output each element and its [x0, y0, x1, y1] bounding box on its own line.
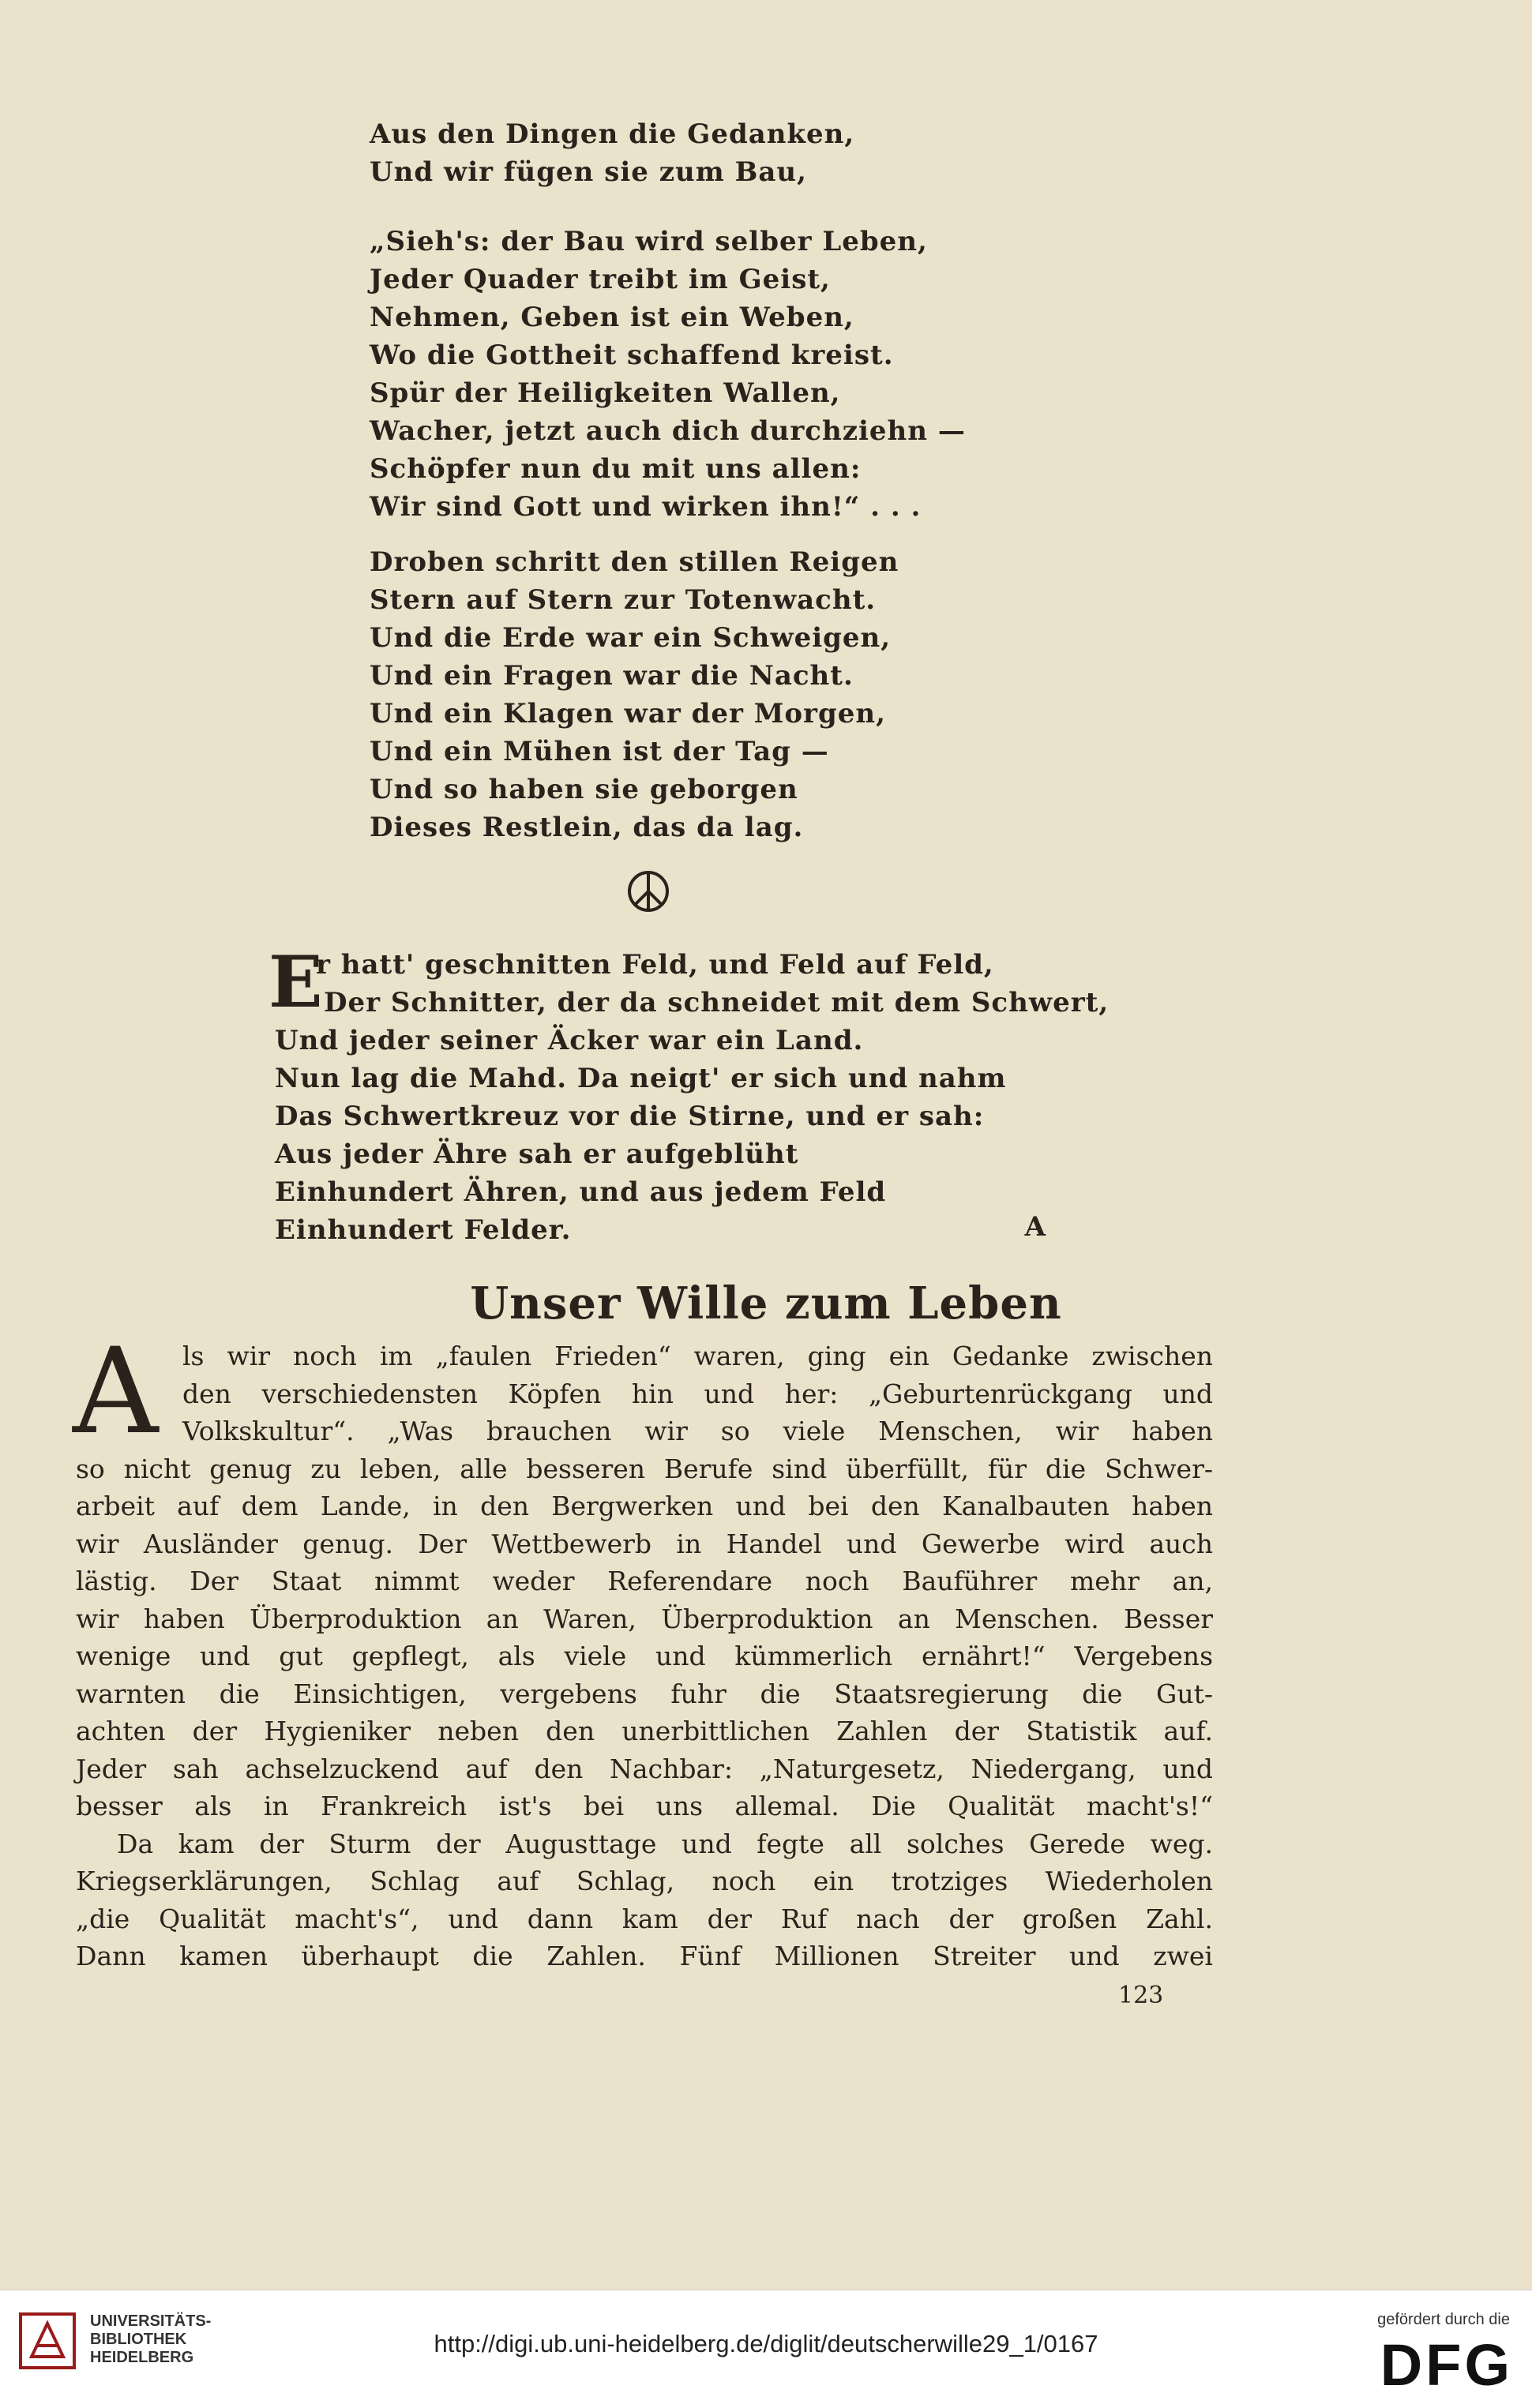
poem-line: Und die Erde war ein Schweigen, — [370, 622, 892, 654]
poem-line: Und so haben sie geborgen — [370, 774, 798, 805]
poem-line: Stern auf Stern zur Totenwacht. — [370, 584, 877, 616]
text-line: Kriegserklärungen, Schlag auf Schlag, noch ein trotziges Wiederholen — [76, 1866, 1213, 1896]
poem-stanza-2 — [370, 223, 970, 526]
text-line: wenige und gut gepflegt, als viele und kümmerlich ernährt!“ Vergebens — [76, 1641, 1213, 1671]
text-line: Volkskultur“. „Was brauchen wir so viele Menschen, wir haben — [182, 1416, 1213, 1446]
text-line: lästig. Der Staat nimmt weder Referendare noch Bauführer mehr an, — [76, 1566, 1213, 1596]
text-line: besser als in Frankreich ist's bei uns allemal. Die Qualität macht's!“ — [76, 1791, 1213, 1821]
poem-line: Wacher, jetzt auch dich durchziehn — — [370, 415, 966, 447]
text-line: wir haben Überproduktion an Waren, Überproduktion an Menschen. Besser — [76, 1603, 1213, 1634]
text-line: Dann kamen überhaupt die Zahlen. Fünf Millionen Streiter und zwei — [76, 1941, 1213, 1971]
author-signature: A — [1024, 1211, 1046, 1243]
poem-line: Aus jeder Ähre sah er aufgeblüht — [275, 1138, 799, 1170]
drop-cap: A — [73, 1323, 159, 1461]
article-title: Unser Wille zum Leben — [470, 1277, 1062, 1330]
source-url-link[interactable]: http://digi.ub.uni-heidelberg.de/diglit/deutscherwille29_1/0167 — [434, 2330, 1098, 2357]
poem-stanza-3 — [370, 543, 970, 846]
poem-line: Nehmen, Geben ist ein Weben, — [370, 302, 854, 333]
poem-line: Dieses Restlein, das da lag. — [370, 812, 804, 843]
poem-line: Schöpfer nun du mit uns allen: — [370, 453, 862, 485]
poem-line: Einhundert Ähren, und aus jedem Feld — [275, 1176, 887, 1208]
poem-line: Wo die Gottheit schaffend kreist. — [370, 339, 894, 371]
text-line: Jeder sah achselzuckend auf den Nachbar: „Naturgesetz, Niedergang, und — [76, 1753, 1213, 1784]
text-line: wir Ausländer genug. Der Wettbewerb in Handel und Gewerbe wird auch — [76, 1528, 1213, 1559]
poem-line: Nun lag die Mahd. Da neigt' er sich und nahm — [275, 1063, 1007, 1094]
poem-line: Droben schritt den stillen Reigen — [370, 546, 899, 578]
poem-stanza-4 — [268, 940, 1110, 1249]
footer-bar — [0, 2290, 1532, 2408]
text-line: warnten die Einsichtigen, vergebens fuhr die Staatsregierung die Gut- — [76, 1678, 1213, 1709]
poem-line: Und ein Mühen ist der Tag — — [370, 736, 829, 767]
library-name-line: HEIDELBERG — [90, 2349, 194, 2366]
article-body — [73, 1323, 1213, 1975]
drop-cap: E — [268, 940, 323, 1024]
text-line: „die Qualität macht's“, und dann kam der Ruf nach der großen Zahl. — [76, 1903, 1213, 1934]
poem-line: Und jeder seiner Äcker war ein Land. — [275, 1025, 864, 1056]
poem-line: Jeder Quader treibt im Geist, — [370, 264, 831, 295]
text-line: so nicht genug zu leben, alle besseren Berufe sind überfüllt, für die Schwer- — [76, 1453, 1213, 1484]
text-line: achten der Hygieniker neben den unerbittlichen Zahlen der Statistik auf. — [76, 1716, 1213, 1746]
poem-line: r hatt' geschnitten Feld, und Feld auf Feld, — [316, 949, 994, 981]
poem-line: Wir sind Gott und wirken ihn!“ . . . — [370, 491, 922, 523]
poem-line: Und ein Fragen war die Nacht. — [370, 660, 854, 692]
funding-note: gefördert durch die — [1377, 2311, 1510, 2328]
poem-stanza-1 — [370, 115, 970, 191]
page-number: 123 — [1118, 1982, 1164, 2009]
library-name-line: BIBLIOTHEK — [90, 2331, 187, 2348]
ornament-icon — [624, 867, 673, 916]
library-name-line: UNIVERSITÄTS- — [90, 2312, 212, 2330]
poem-line: Das Schwertkreuz vor die Stirne, und er sah: — [275, 1101, 985, 1132]
poem-line: Und wir fügen sie zum Bau, — [370, 156, 807, 188]
poem-line: Einhundert Felder. — [275, 1214, 572, 1246]
dfg-logo[interactable]: DFG — [1380, 2332, 1513, 2398]
text-line: ls wir noch im „faulen Frieden“ waren, ging ein Gedanke zwischen — [182, 1341, 1213, 1371]
text-line: arbeit auf dem Lande, in den Bergwerken und bei den Kanalbauten haben — [76, 1491, 1213, 1521]
poem-line: Aus den Dingen die Gedanken, — [370, 118, 855, 150]
poem-line: Spür der Heiligkeiten Wallen, — [370, 377, 841, 409]
text-line: Da kam der Sturm der Augusttage und fegte all solches Gerede weg. — [117, 1828, 1213, 1859]
poem-line: „Sieh's: der Bau wird selber Leben, — [370, 226, 928, 257]
poem-line: Und ein Klagen war der Morgen, — [370, 698, 886, 730]
poem-line: Der Schnitter, der da schneidet mit dem Schwert, — [324, 987, 1110, 1018]
text-line: den verschiedensten Köpfen hin und her: „Geburtenrückgang und — [182, 1378, 1213, 1409]
